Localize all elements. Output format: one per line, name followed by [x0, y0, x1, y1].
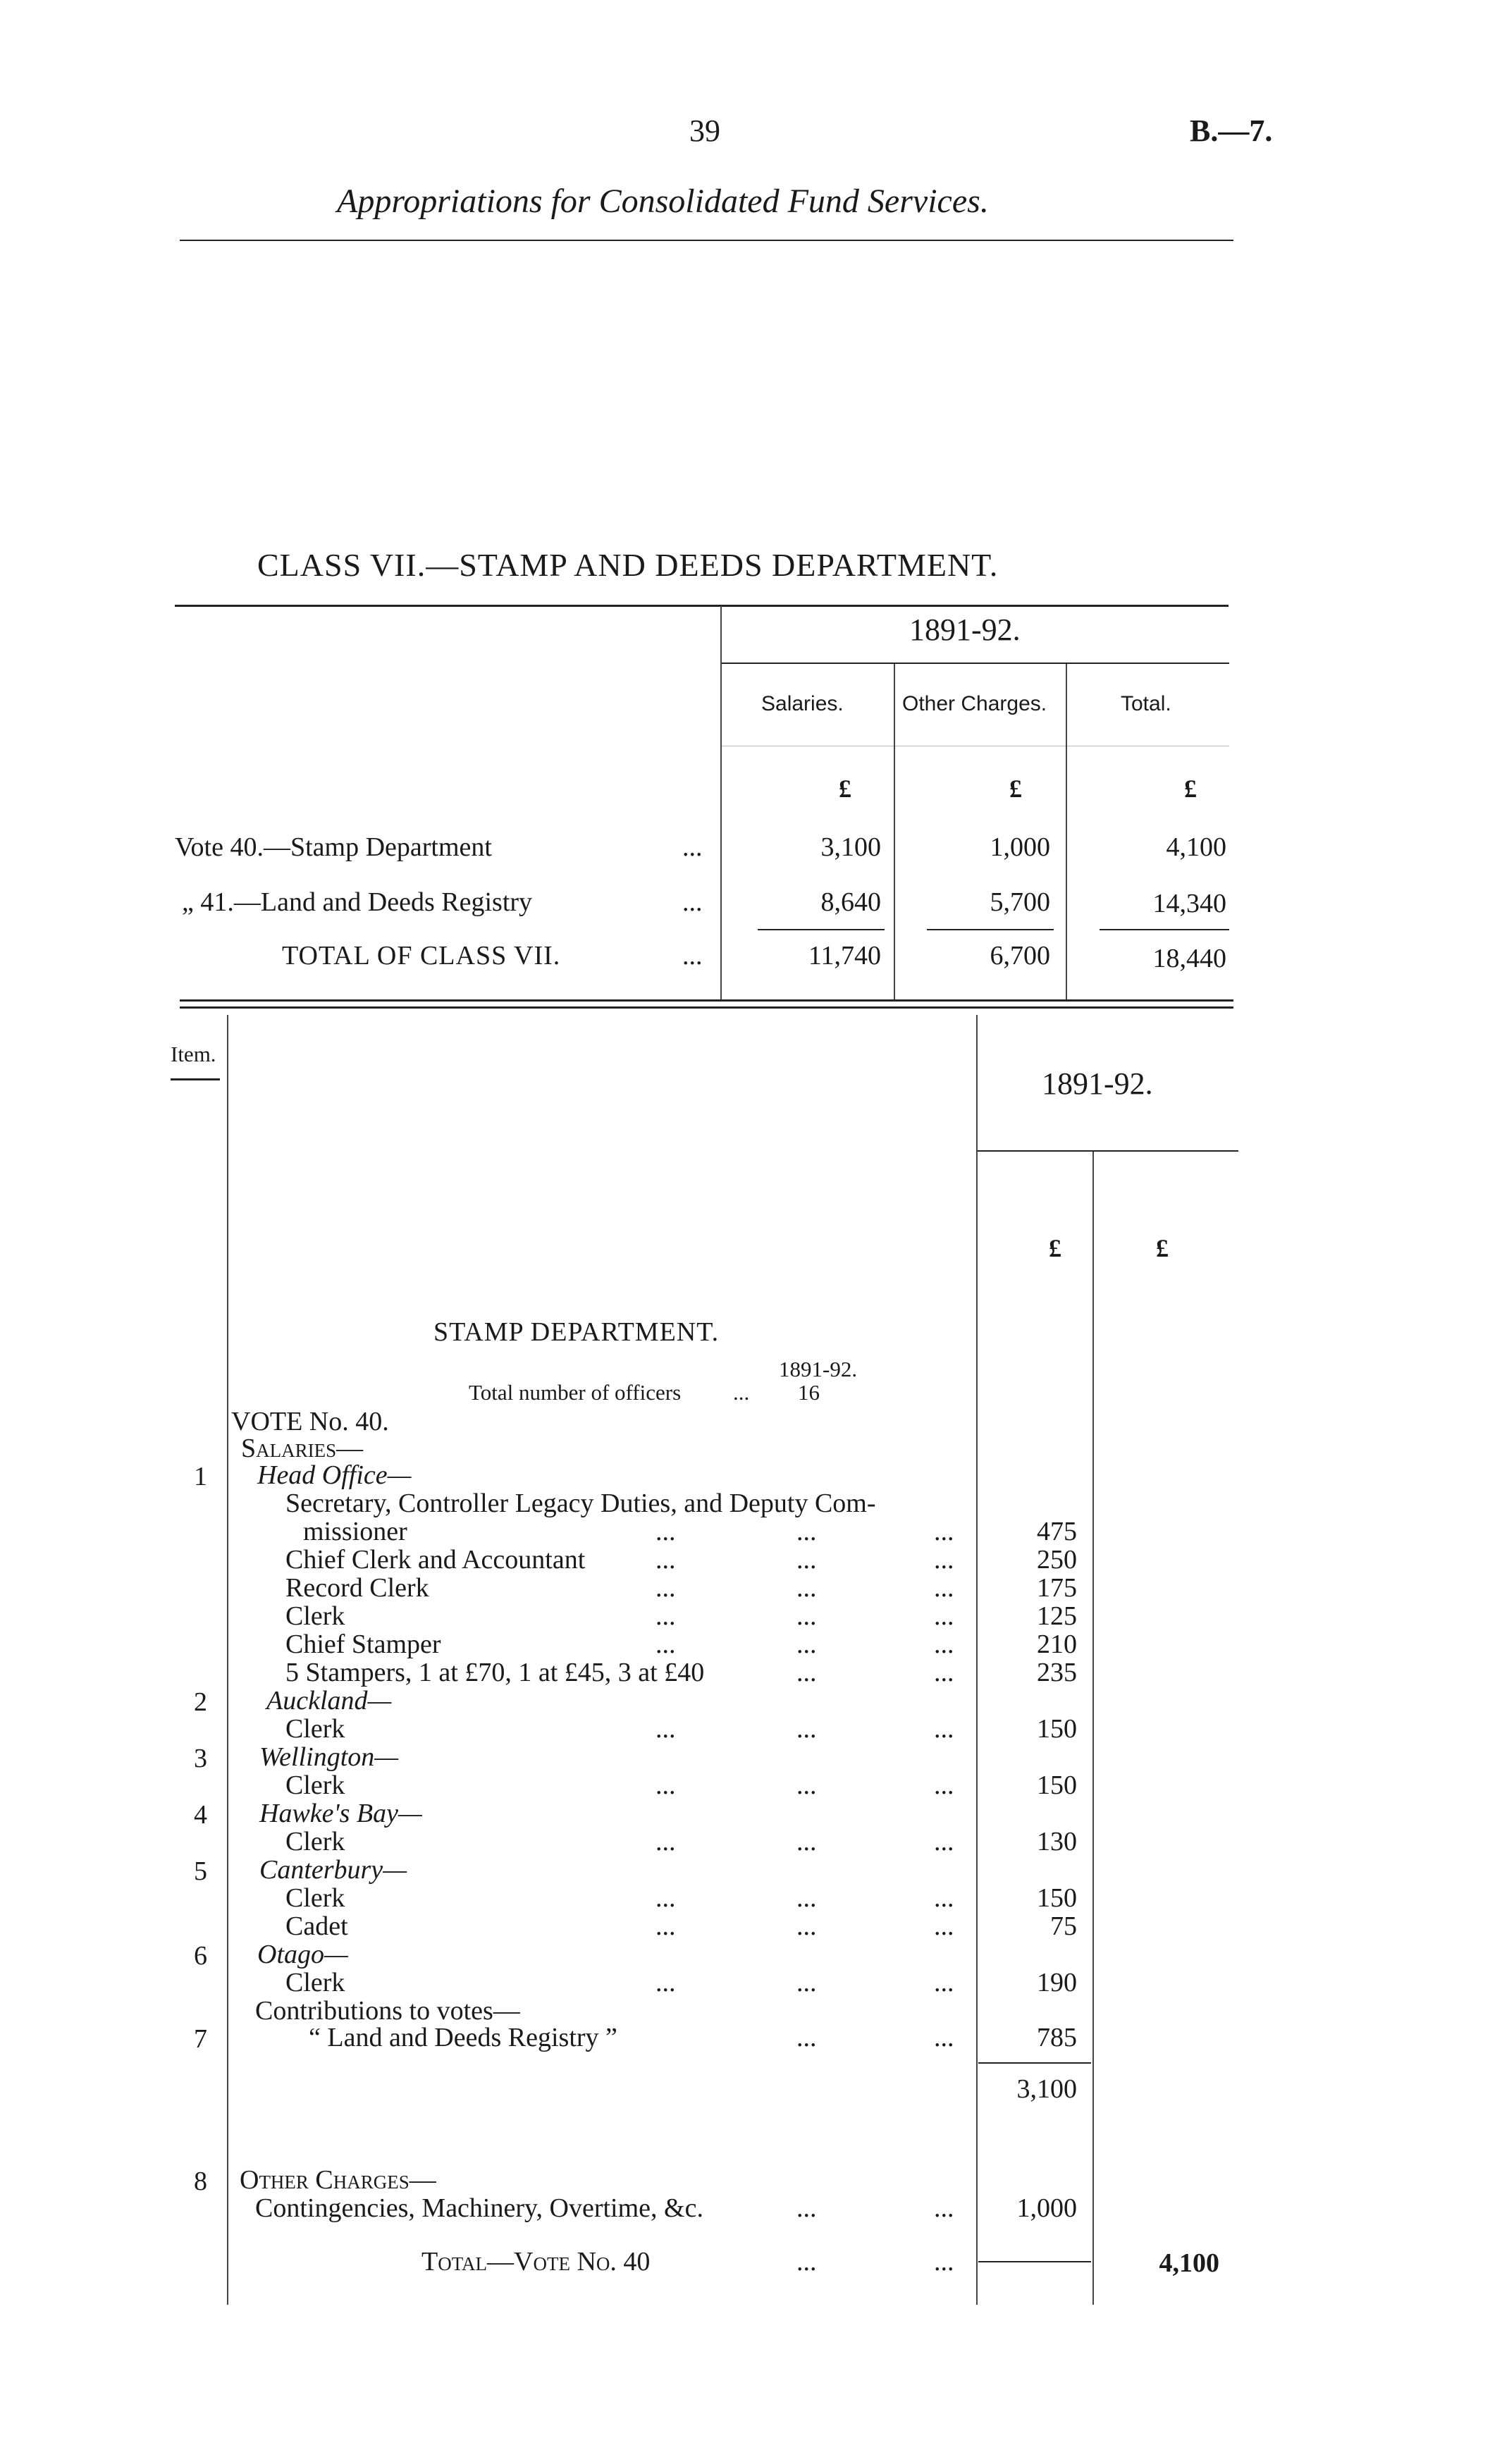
line-item: Clerk — [285, 1714, 345, 1744]
officers-year: 1891-92. — [779, 1357, 858, 1381]
officers-label: Total number of officers — [469, 1380, 682, 1405]
summary-bottom-rule — [180, 1006, 1233, 1009]
summary-sum-rule — [758, 929, 885, 930]
summary-total: 14,340 — [1152, 889, 1226, 918]
line-item: Chief Stamper — [285, 1630, 441, 1659]
leader-dots: ... — [655, 1630, 676, 1659]
currency-total: £ — [1184, 775, 1197, 803]
summary-total: 4,100 — [1166, 832, 1226, 862]
line-item: Contributions to votes— — [255, 1996, 520, 2026]
summary-total-label: TOTAL OF CLASS VII. — [282, 941, 561, 971]
summary-sum-rule — [1100, 929, 1229, 930]
leader-dots: ... — [796, 1601, 817, 1631]
leader-dots: ... — [796, 1658, 817, 1687]
leader-dots: ... — [655, 1968, 676, 1997]
leader-dots: ... — [682, 887, 703, 917]
summary-other-charges: 1,000 — [990, 832, 1050, 862]
other-charges-heading: Other Charges— — [240, 2165, 436, 2195]
leader-dots: ... — [934, 1968, 954, 1997]
leader-dots: ... — [655, 1911, 676, 1941]
summary-salaries: 8,640 — [820, 887, 881, 917]
item-column-header: Item. — [171, 1042, 216, 1066]
currency-other: £ — [1009, 775, 1022, 803]
currency-salaries: £ — [839, 775, 851, 803]
item-amount: 125 — [1037, 1601, 1077, 1631]
location-heading: Hawke's Bay— — [259, 1799, 422, 1828]
line-item: Chief Clerk and Accountant — [285, 1545, 586, 1575]
location-heading: Canterbury— — [259, 1855, 407, 1885]
class-title: CLASS VII.—STAMP AND DEEDS DEPARTMENT. — [257, 547, 999, 583]
leader-dots: ... — [655, 1545, 676, 1575]
line-item: Record Clerk — [285, 1573, 429, 1603]
line-item: Clerk — [285, 1601, 345, 1631]
vote-label: VOTE No. 40. — [231, 1407, 389, 1436]
summary-col-divider-2 — [1066, 664, 1067, 1001]
col-header-total: Total. — [1121, 692, 1171, 715]
item-number: 7 — [194, 2024, 207, 2054]
line-item: Clerk — [285, 1968, 345, 1997]
item-amount: 210 — [1037, 1630, 1077, 1659]
item-header-rule — [171, 1078, 220, 1080]
salaries-subtotal: 3,100 — [1016, 2074, 1077, 2104]
item-amount: 250 — [1037, 1545, 1077, 1575]
officers-count: 16 — [798, 1380, 820, 1405]
currency-items: £ — [1049, 1234, 1061, 1262]
leader-dots: ... — [796, 1968, 817, 1997]
item-amount: 75 — [1050, 1911, 1077, 1941]
item-amount: 190 — [1037, 1968, 1077, 1997]
currency-totals: £ — [1156, 1234, 1169, 1262]
line-item: Clerk — [285, 1827, 345, 1856]
location-heading: Otago— — [257, 1940, 348, 1969]
leader-dots: ... — [796, 1827, 817, 1856]
summary-col-divider-1 — [894, 664, 895, 1001]
item-number: 2 — [194, 1687, 207, 1717]
leader-dots: ... — [934, 1601, 954, 1631]
page-number: 39 — [689, 113, 720, 148]
total-column-divider — [1092, 1152, 1094, 2305]
summary-bottom-rule — [180, 999, 1233, 1002]
line-item: 5 Stampers, 1 at £70, 1 at £45, 3 at £40 — [285, 1658, 705, 1687]
item-amount: 785 — [1037, 2023, 1077, 2052]
leader-dots: ... — [655, 1601, 676, 1631]
total-vote-amount: 4,100 — [1159, 2248, 1219, 2278]
summary-salaries: 3,100 — [820, 832, 881, 862]
document-reference: B.—7. — [1190, 113, 1273, 148]
leader-dots: ... — [655, 1883, 676, 1913]
detail-year: 1891-92. — [1042, 1066, 1153, 1101]
item-number: 4 — [194, 1800, 207, 1830]
leader-dots: ... — [934, 1658, 954, 1687]
leader-dots: ... — [934, 1545, 954, 1575]
leader-dots: ... — [655, 1573, 676, 1603]
department-title: STAMP DEPARTMENT. — [433, 1317, 720, 1347]
location-heading: Auckland— — [266, 1686, 392, 1715]
line-item: Clerk — [285, 1883, 345, 1913]
leader-dots: ... — [934, 1573, 954, 1603]
item-amount: 235 — [1037, 1658, 1077, 1687]
leader-dots: ... — [934, 2023, 954, 2052]
item-number: 1 — [194, 1462, 207, 1491]
line-item: Secretary, Controller Legacy Duties, and Deputy Com- — [285, 1489, 876, 1518]
leader-dots: ... — [682, 832, 703, 862]
leader-dots: ... — [796, 2193, 817, 2223]
item-number: 5 — [194, 1856, 207, 1886]
summary-total-salaries: 11,740 — [808, 941, 881, 971]
line-item: Clerk — [285, 1770, 345, 1800]
summary-year: 1891-92. — [909, 612, 1021, 647]
summary-grand-total: 18,440 — [1152, 944, 1226, 973]
detail-year-rule — [978, 1150, 1238, 1152]
summary-row-label: Vote 40.—Stamp Department — [175, 832, 492, 862]
leader-dots: ... — [796, 1630, 817, 1659]
summary-year-rule — [722, 663, 1229, 664]
location-heading: Wellington— — [259, 1742, 399, 1772]
total-rule — [978, 2261, 1091, 2262]
leader-dots: ... — [655, 1714, 676, 1744]
leader-dots: ... — [655, 1827, 676, 1856]
amount-column-divider — [976, 1015, 978, 2305]
leader-dots: ... — [934, 1517, 954, 1546]
leader-dots: ... — [655, 1770, 676, 1800]
leader-dots: ... — [796, 1911, 817, 1941]
salaries-heading: Salaries— — [241, 1434, 364, 1463]
summary-top-rule — [175, 605, 1229, 607]
leader-dots: ... — [934, 1827, 954, 1856]
leader-dots: ... — [934, 1911, 954, 1941]
page-subtitle: Appropriations for Consolidated Fund Services. — [337, 183, 989, 220]
item-amount: 150 — [1037, 1770, 1077, 1800]
leader-dots: ... — [655, 1517, 676, 1546]
item-number: 8 — [194, 2167, 207, 2196]
summary-divider — [720, 606, 722, 1001]
item-column-divider — [227, 1015, 228, 2305]
subtotal-rule — [978, 2062, 1091, 2064]
leader-dots: ... — [934, 1630, 954, 1659]
item-amount: 150 — [1037, 1714, 1077, 1744]
leader-dots: ... — [796, 1517, 817, 1546]
item-amount: 475 — [1037, 1517, 1077, 1546]
leader-dots: ... — [796, 1545, 817, 1575]
line-item: “ Land and Deeds Registry ” — [309, 2023, 617, 2052]
item-number: 6 — [194, 1941, 207, 1971]
leader-dots: ... — [934, 1770, 954, 1800]
col-header-other-charges: Other Charges. — [902, 692, 1047, 715]
line-item: missioner — [303, 1517, 407, 1546]
item-amount: 175 — [1037, 1573, 1077, 1603]
item-number: 3 — [194, 1744, 207, 1773]
leader-dots: ... — [796, 2247, 817, 2277]
item-amount: 150 — [1037, 1883, 1077, 1913]
leader-dots: ... — [796, 1770, 817, 1800]
summary-row-label: „ 41.—Land and Deeds Registry — [182, 887, 533, 917]
leader-dots: ... — [934, 2247, 954, 2277]
leader-dots: ... — [934, 1714, 954, 1744]
col-header-salaries: Salaries. — [761, 692, 844, 715]
leader-dots: ... — [796, 2023, 817, 2052]
total-vote-label: Total—Vote No. 40 — [421, 2247, 651, 2277]
line-item: Cadet — [285, 1911, 348, 1941]
leader-dots: ... — [934, 1883, 954, 1913]
summary-total-other-charges: 6,700 — [990, 941, 1050, 971]
summary-other-charges: 5,700 — [990, 887, 1050, 917]
leader-dots: ... — [934, 2193, 954, 2223]
header-rule — [180, 240, 1233, 241]
summary-sum-rule — [927, 929, 1054, 930]
leader-dots: ... — [682, 941, 703, 971]
location-heading: Head Office— — [257, 1460, 412, 1490]
leader-dots: ... — [796, 1714, 817, 1744]
line-item: Contingencies, Machinery, Overtime, &c. — [255, 2193, 703, 2223]
leader-dots: ... — [796, 1883, 817, 1913]
item-amount: 130 — [1037, 1827, 1077, 1856]
leader-dots: ... — [796, 1573, 817, 1603]
leader-dots: ... — [733, 1380, 750, 1405]
item-amount: 1,000 — [1016, 2193, 1077, 2223]
